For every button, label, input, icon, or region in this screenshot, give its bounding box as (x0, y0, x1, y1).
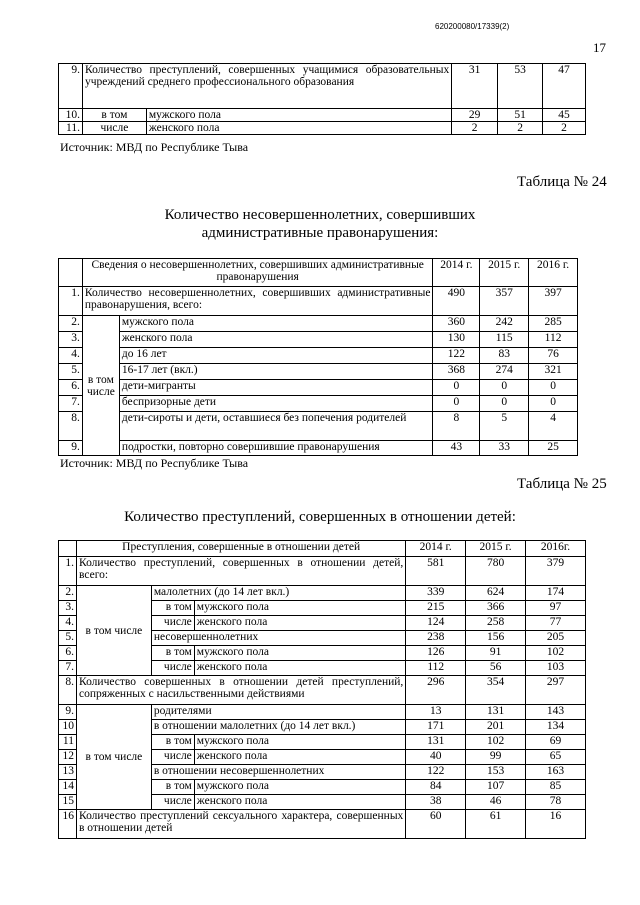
value-2015: 51 (498, 109, 543, 122)
row-number: 10. (59, 109, 83, 122)
value-2016: 321 (529, 364, 578, 380)
row-number: 4. (59, 616, 77, 631)
value-2014: 122 (433, 348, 480, 364)
value-2014: 296 (406, 676, 466, 705)
row-label: женского пола (194, 795, 406, 810)
table-23-continuation (58, 63, 586, 135)
row-label: дети-мигранты (119, 380, 433, 396)
value-2014: 368 (433, 364, 480, 380)
value-2015: 5 (480, 412, 529, 441)
row-label: женского пола (194, 750, 406, 765)
subgroup-label: числе (151, 750, 194, 765)
row-label: мужского пола (194, 601, 406, 616)
value-2015: 61 (466, 810, 526, 839)
column-header: Сведения о несовершеннолетних, совершивших административные правонарушения (82, 259, 433, 287)
value-2015: 56 (466, 661, 526, 676)
row-label: 16-17 лет (вкл.) (119, 364, 433, 380)
row-number: 4. (59, 348, 83, 364)
subgroup-label: в том (151, 780, 194, 795)
table-25-title: Количество преступлений, совершенных в отношении детей: (124, 509, 516, 525)
year-header: 2015 г. (480, 259, 529, 287)
table-row (59, 705, 586, 720)
value-2015: 354 (466, 676, 526, 705)
value-2016: 134 (526, 720, 586, 735)
group-label: в том числе (82, 316, 119, 456)
row-number: 2. (59, 316, 83, 332)
table-row (59, 810, 586, 839)
value-2016: 16 (526, 810, 586, 839)
value-2016: 65 (526, 750, 586, 765)
value-2015: 107 (466, 780, 526, 795)
column-header: Преступления, совершенные в отношении детей (76, 541, 405, 557)
value-2016: 285 (529, 316, 578, 332)
subgroup-label: числе (151, 795, 194, 810)
header-number-cell (59, 541, 77, 557)
table-24-label: Таблица № 24 (517, 174, 607, 190)
value-2014: 13 (406, 705, 466, 720)
value-2016: 143 (526, 705, 586, 720)
value-2016: 174 (526, 586, 586, 601)
row-label: дети-сироты и дети, оставшиеся без попечения родителей (119, 412, 433, 441)
row-label: Количество совершенных в отношении детей преступлений, сопряженных с насильственными действиями (76, 676, 405, 705)
row-label: женского пола (146, 122, 451, 135)
row-number: 5. (59, 364, 83, 380)
row-label: Количество преступлений, совершенных учащимися образовательных учреждений среднего профессионального образования (82, 64, 451, 109)
group-label: в том числе (76, 705, 151, 810)
row-number: 10 (59, 720, 77, 735)
row-number: 15 (59, 795, 77, 810)
row-number: 5. (59, 631, 77, 646)
row-number: 6. (59, 646, 77, 661)
value-2016: 379 (526, 557, 586, 586)
table-header-row (59, 541, 586, 557)
row-number: 14 (59, 780, 77, 795)
row-number: 8. (59, 676, 77, 705)
subgroup-label: числе (151, 661, 194, 676)
row-number: 12 (59, 750, 77, 765)
value-2014: 131 (406, 735, 466, 750)
row-label: женского пола (194, 616, 406, 631)
value-2016: 69 (526, 735, 586, 750)
value-2015: 624 (466, 586, 526, 601)
value-2015: 131 (466, 705, 526, 720)
value-2015: 2 (498, 122, 543, 135)
value-2014: 124 (406, 616, 466, 631)
value-2016: 112 (529, 332, 578, 348)
header-number-cell (59, 259, 83, 287)
value-2016: 103 (526, 661, 586, 676)
document-code: 620200080/17339(2) (435, 22, 510, 31)
value-2014: 490 (433, 287, 480, 316)
table-24 (58, 258, 578, 456)
value-2014: 8 (433, 412, 480, 441)
group-label: в том числе (76, 586, 151, 676)
value-2015: 274 (480, 364, 529, 380)
value-2016: 76 (529, 348, 578, 364)
value-2014: 0 (433, 380, 480, 396)
row-number: 9. (59, 64, 83, 109)
table-24-title-line-1: Количество несовершеннолетних, совершивших (164, 207, 476, 223)
table-row (59, 109, 586, 122)
subgroup-label: в том (151, 646, 194, 661)
value-2016: 47 (543, 64, 586, 109)
row-number: 13 (59, 765, 77, 780)
value-2014: 238 (406, 631, 466, 646)
value-2015: 357 (480, 287, 529, 316)
row-number: 8. (59, 412, 83, 441)
year-header: 2016г. (526, 541, 586, 557)
year-header: 2014 г. (406, 541, 466, 557)
subgroup-label: числе (151, 616, 194, 631)
value-2014: 360 (433, 316, 480, 332)
value-2014: 171 (406, 720, 466, 735)
value-2014: 31 (452, 64, 498, 109)
value-2014: 40 (406, 750, 466, 765)
value-2015: 99 (466, 750, 526, 765)
table-row (59, 557, 586, 586)
row-number: 16 (59, 810, 77, 839)
table-25-label: Таблица № 25 (517, 476, 607, 492)
row-label: мужского пола (146, 109, 451, 122)
value-2015: 115 (480, 332, 529, 348)
table-row (59, 586, 586, 601)
value-2014: 122 (406, 765, 466, 780)
value-2014: 60 (406, 810, 466, 839)
table-row (59, 441, 578, 456)
value-2014: 2 (452, 122, 498, 135)
subgroup-label: в том (151, 735, 194, 750)
value-2016: 205 (526, 631, 586, 646)
value-2015: 153 (466, 765, 526, 780)
row-number: 1. (59, 557, 77, 586)
value-2016: 397 (529, 287, 578, 316)
value-2016: 45 (543, 109, 586, 122)
table-row (59, 64, 586, 109)
value-2014: 0 (433, 396, 480, 412)
table-row (59, 287, 578, 316)
value-2016: 297 (526, 676, 586, 705)
value-2015: 102 (466, 735, 526, 750)
table-25 (58, 540, 586, 839)
row-label: родителями (151, 705, 405, 720)
value-2014: 29 (452, 109, 498, 122)
row-label: беспризорные дети (119, 396, 433, 412)
row-number: 9. (59, 441, 83, 456)
row-label: несовершеннолетних (151, 631, 405, 646)
row-label: в отношении несовершеннолетних (151, 765, 405, 780)
row-label: Количество несовершеннолетних, совершивших административные правонарушения, всего: (82, 287, 433, 316)
value-2015: 780 (466, 557, 526, 586)
table-row (59, 676, 586, 705)
row-number: 6. (59, 380, 83, 396)
value-2015: 242 (480, 316, 529, 332)
row-label: в отношении малолетних (до 14 лет вкл.) (151, 720, 405, 735)
year-header: 2014 г. (433, 259, 480, 287)
value-2015: 46 (466, 795, 526, 810)
group-label: числе (82, 122, 146, 135)
value-2014: 43 (433, 441, 480, 456)
row-number: 2. (59, 586, 77, 601)
value-2014: 84 (406, 780, 466, 795)
value-2016: 4 (529, 412, 578, 441)
row-label: женского пола (194, 661, 406, 676)
table-row (59, 412, 578, 441)
value-2014: 38 (406, 795, 466, 810)
table-row (59, 332, 578, 348)
row-number: 7. (59, 661, 77, 676)
row-label: Количество преступлений сексуального характера, совершенных в отношении детей (76, 810, 405, 839)
source-note: Источник: МВД по Республике Тыва (60, 456, 249, 470)
row-label: мужского пола (194, 780, 406, 795)
year-header: 2015 г. (466, 541, 526, 557)
value-2015: 91 (466, 646, 526, 661)
table-row (59, 364, 578, 380)
year-header: 2016 г. (529, 259, 578, 287)
row-number: 7. (59, 396, 83, 412)
value-2014: 126 (406, 646, 466, 661)
value-2014: 581 (406, 557, 466, 586)
row-number: 11. (59, 122, 83, 135)
row-label: мужского пола (119, 316, 433, 332)
row-number: 3. (59, 332, 83, 348)
table-row (59, 348, 578, 364)
value-2016: 85 (526, 780, 586, 795)
value-2015: 258 (466, 616, 526, 631)
value-2015: 156 (466, 631, 526, 646)
value-2016: 78 (526, 795, 586, 810)
value-2016: 163 (526, 765, 586, 780)
table-row (59, 316, 578, 332)
value-2015: 366 (466, 601, 526, 616)
value-2016: 25 (529, 441, 578, 456)
row-number: 1. (59, 287, 83, 316)
value-2014: 215 (406, 601, 466, 616)
row-number: 3. (59, 601, 77, 616)
value-2014: 339 (406, 586, 466, 601)
value-2015: 53 (498, 64, 543, 109)
value-2016: 102 (526, 646, 586, 661)
row-number: 9. (59, 705, 77, 720)
table-row (59, 122, 586, 135)
table-row (59, 396, 578, 412)
source-note: Источник: МВД по Республике Тыва (60, 140, 249, 154)
table-24-title-line-2: административные правонарушения: (201, 225, 439, 241)
page-number: 17 (593, 40, 606, 55)
row-number: 11 (59, 735, 77, 750)
table-row (59, 380, 578, 396)
value-2016: 77 (526, 616, 586, 631)
value-2016: 0 (529, 380, 578, 396)
row-label: мужского пола (194, 646, 406, 661)
value-2015: 33 (480, 441, 529, 456)
row-label: мужского пола (194, 735, 406, 750)
row-label: подростки, повторно совершившие правонарушения (119, 441, 433, 456)
group-label: в том (82, 109, 146, 122)
row-label: Количество преступлений, совершенных в отношении детей, всего: (76, 557, 405, 586)
value-2014: 112 (406, 661, 466, 676)
value-2016: 0 (529, 396, 578, 412)
row-label: малолетних (до 14 лет вкл.) (151, 586, 405, 601)
value-2016: 2 (543, 122, 586, 135)
row-label: до 16 лет (119, 348, 433, 364)
value-2015: 201 (466, 720, 526, 735)
value-2015: 0 (480, 396, 529, 412)
value-2015: 0 (480, 380, 529, 396)
value-2016: 97 (526, 601, 586, 616)
value-2014: 130 (433, 332, 480, 348)
value-2015: 83 (480, 348, 529, 364)
table-header-row (59, 259, 578, 287)
row-label: женского пола (119, 332, 433, 348)
subgroup-label: в том (151, 601, 194, 616)
